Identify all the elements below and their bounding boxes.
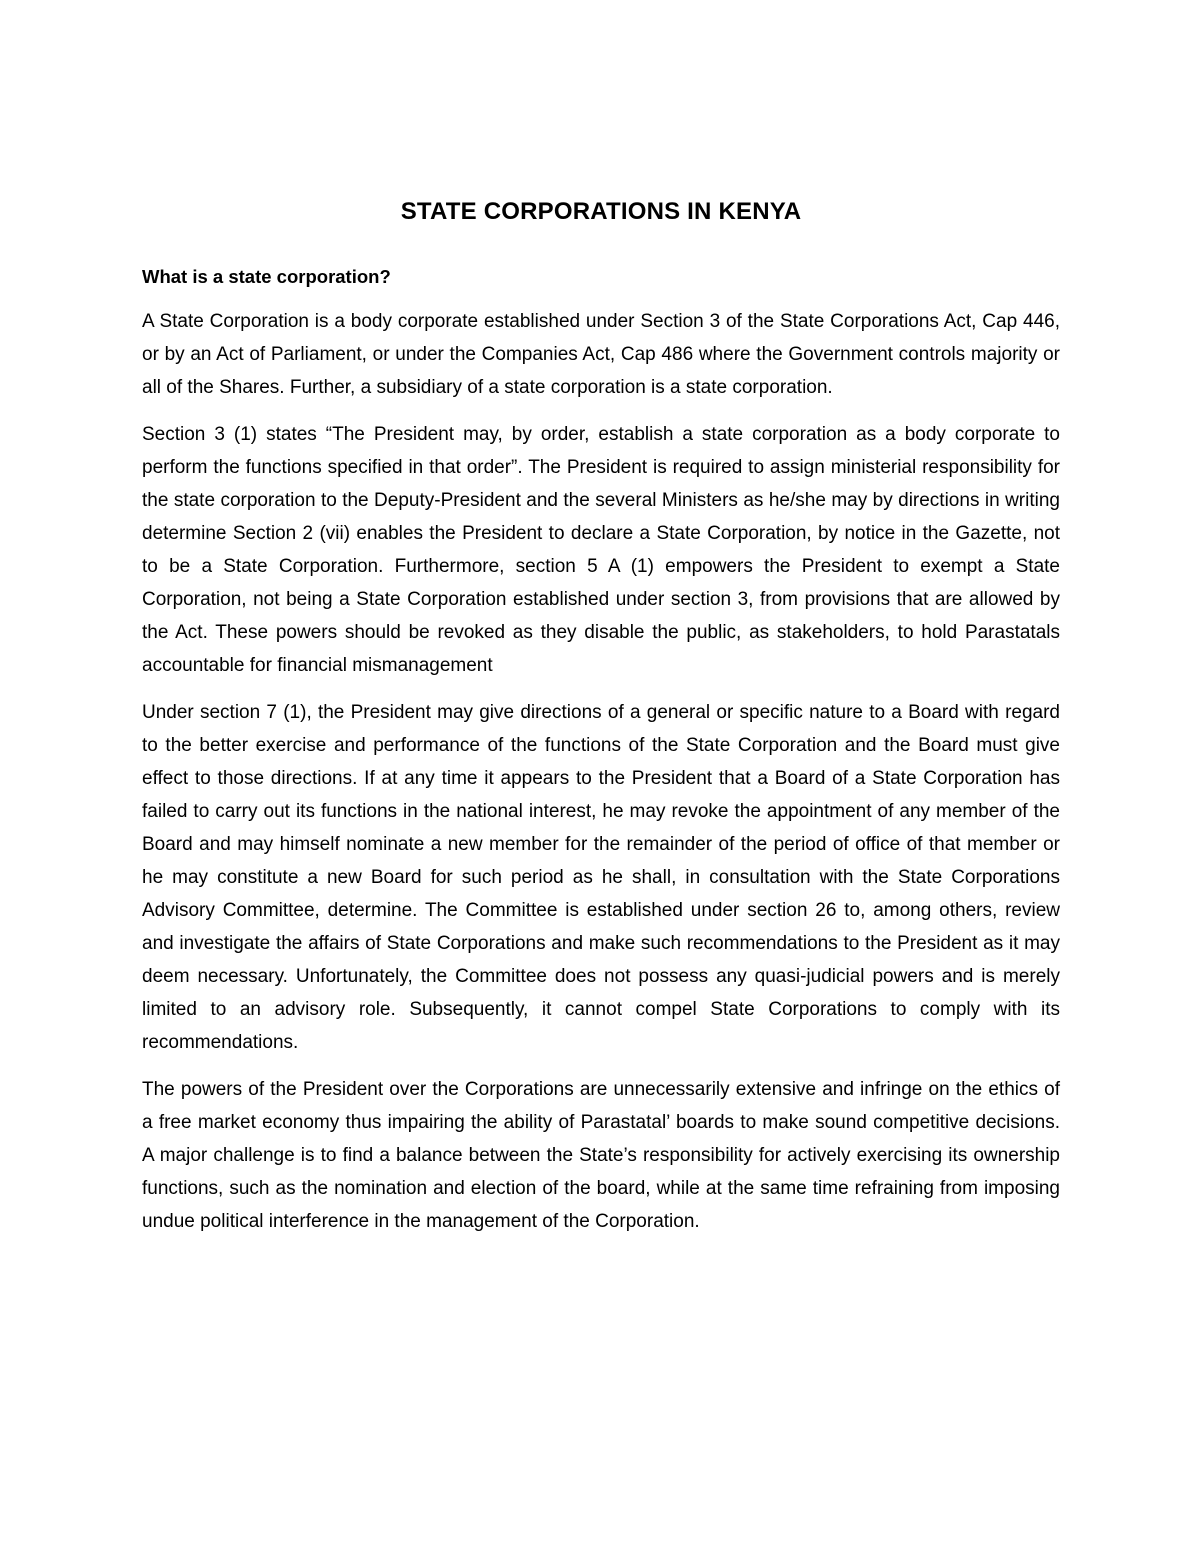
paragraph-definition: A State Corporation is a body corporate established under Section 3 of the State Corporations Act, Cap 446, or by an Act of Parliament, or under the Companies Act, Cap 486 where the Government controls majority or all of the Shares. Further, a subsidiary of a state corporation is a state corporation. bbox=[142, 311, 1060, 398]
section-heading: What is a state corporation? bbox=[142, 266, 391, 287]
paragraph-section-3: Section 3 (1) states “The President may, by order, establish a state corporation as a body corporate to perform the functions specified in that order”. The President is required to assign ministerial responsibility for the state corporation to the Deputy-President and the several Ministers as he/she may by directions in writing determine Section 2 (vii) enables the President to declare a State Corporation, by notice in the Gazette, not to be a State Corporation. Furthermore, section 5 A (1) empowers the President to exempt a State Corporation, not being a State Corporation established under section 3, from provisions that are allowed by the Act. These powers should be revoked as they disable the public, as stakeholders, to hold Parastatals accountable for financial mismanagement bbox=[142, 424, 1060, 676]
paragraph-presidential-powers: The powers of the President over the Corporations are unnecessarily extensive and infringe on the ethics of a free market economy thus impairing the ability of Parastatal’ boards to make sound competitive decisions. A major challenge is to find a balance between the State’s responsibility for actively exercising its ownership functions, such as the nomination and election of the board, while at the same time refraining from imposing undue political interference in the management of the Corporation. bbox=[142, 1079, 1060, 1232]
document-title: STATE CORPORATIONS IN KENYA bbox=[400, 198, 802, 225]
document-body bbox=[142, 194, 1060, 1252]
paragraph-section-7: Under section 7 (1), the President may give directions of a general or specific nature to a Board with regard to the better exercise and performance of the functions of the State Corporation and the Board must give effect to those directions. If at any time it appears to the President that a Board of a State Corporation has failed to carry out its functions in the national interest, he may revoke the appointment of any member of the Board and may himself nominate a new member for the remainder of the period of office of that member or he may constitute a new Board for such period as he shall, in consultation with the State Corporations Advisory Committee, determine. The Committee is established under section 26 to, among others, review and investigate the affairs of State Corporations and make such recommendations to the President as it may deem necessary. Unfortunately, the Committee does not possess any quasi-judicial powers and is merely limited to an advisory role. Subsequently, it cannot compel State Corporations to comply with its recommendations. bbox=[142, 702, 1060, 1053]
